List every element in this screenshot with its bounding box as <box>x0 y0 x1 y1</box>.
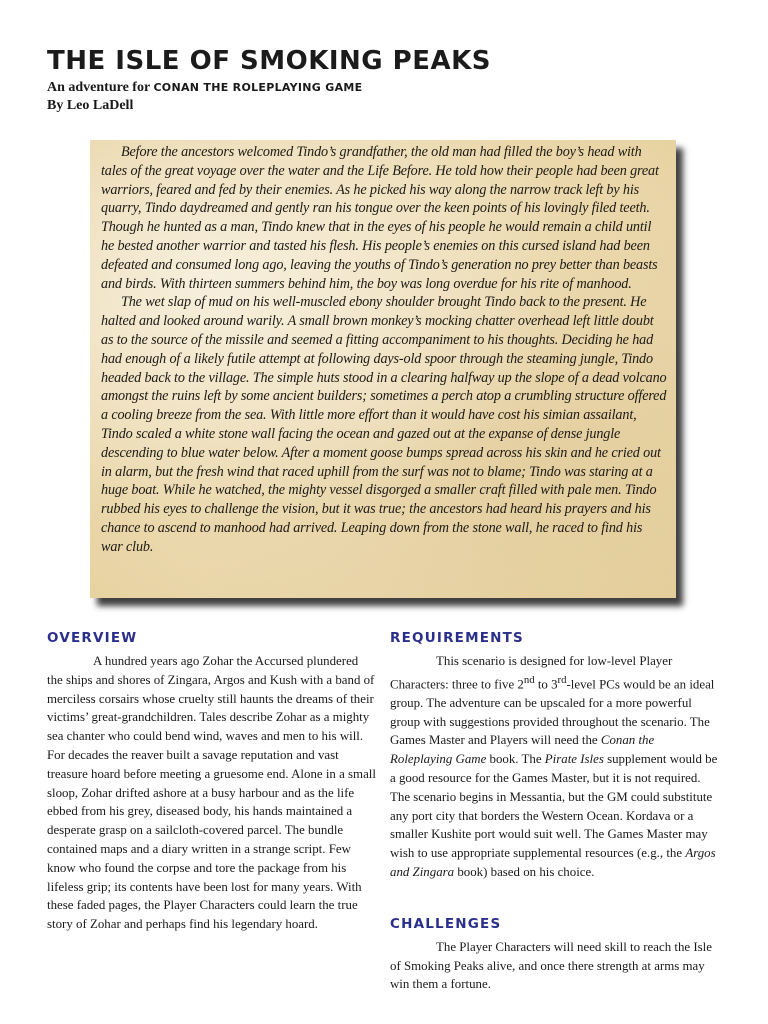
challenges-text: The Player Characters will need skill to reach the Isle of Smoking Peaks alive, and once there strength at arms may win them a fortune. <box>390 939 712 992</box>
left-column <box>47 630 377 934</box>
subtitle-prefix: An adventure for <box>47 80 154 95</box>
game-name: CONAN THE ROLEPLAYING GAME <box>153 81 363 94</box>
boxed-paragraph-1: Before the ancestors welcomed Tindo’s grandfather, the old man had filled the boy’s head with tales of the great voyage over the water and the Life Before. He told how their people had been great warriors, feared and fed by their enemies. As he picked his way along the narrow track left by his quarry, Tindo daydreamed and gently ran his tongue over the keen points of his lovingly filed teeth. Though he hunted as a man, Tindo knew that in the eyes of his people he would remain a child until he bested another warrior and tasted his flesh. His people’s enemies on this cursed island had been defeated and consumed long ago, leaving the youths of Tindo’s generation no prey better than beasts and birds. With thirteen summers behind him, the boy was long overdue for his rite of manhood. <box>101 144 659 292</box>
right-column <box>390 630 718 994</box>
book-title: Pirate Isles <box>544 752 604 767</box>
challenges-section <box>390 916 718 994</box>
boxed-read-aloud-text <box>90 140 676 598</box>
requirements-heading: REQUIREMENTS <box>390 630 524 646</box>
author: By Leo LaDell <box>47 98 134 113</box>
subtitle <box>47 79 362 97</box>
challenges-heading: CHALLENGES <box>390 915 502 932</box>
book-title: Conan the Roleplaying Game <box>390 733 655 767</box>
boxed-paragraph-2: The wet slap of mud on his well-muscled ebony shoulder brought Tindo back to the present. He halted and looked around warily. A small brown monkey’s mocking chatter overhead left little doubt as to the source of the missile and seemed a fitting accompaniment to his thoughts. Deciding he had had enough of a likely futile attempt at following days-old spoor through the steaming jungle, Tindo headed back to the village. The simple huts stood in a clearing halfway up the slope of a dead volcano amongst the ruins left by some ancient builders; sometimes a perch atop a crumbling structure offered a cooling breeze from the sea. With little more effort than it would have cost his simian assailant, Tindo scaled a white stone wall facing the ocean and gazed out at the expanse of dense jungle descending to blue water below. After a moment goose bumps spread across his skin and he cried out in alarm, but the fresh wind that raced uphill from the surf was not to blame; Tindo was staring at a huge boat. While he watched, the mighty vessel disgorged a smaller craft filled with pale men. Tindo rubbed his eyes to challenge the vision, but it was true; the ancestors had heard his prayers and his chance to ascend to manhood had arrived. Leaping down from the stone wall, he raced to find his war club. <box>101 294 667 555</box>
page-title: THE ISLE OF SMOKING PEAKS <box>47 46 491 76</box>
overview-text: A hundred years ago Zohar the Accursed plundered the ships and shores of Zingara, Argos and Kush with a band of merciless corsairs whose cruelty still haunts the dreams of their victims’ great-grandchildren. Tales describe Zohar as a mighty sea chanter who could bend wind, waves and men to his will. For decades the reaver built a savage reputation and vast treasure hoard before meeting a gruesome end. Alone in a small sloop, Zohar drifted ashore at a busy harbour and as the life ebbed from his grey, diseased body, his hands maintained a desperate grasp on a sailcloth-covered parcel. The bundle contained maps and a diary written in a strange script. Few know who found the corpse and tore the package from his lifeless grip; its contents have been lost for many years. With these faded pages, the Player Characters could learn the true story of Zohar and perhaps find his legendary hoard. <box>47 654 376 932</box>
book-title: Argos and Zingara <box>390 846 716 880</box>
byline <box>47 79 362 115</box>
overview-heading: OVERVIEW <box>47 630 138 646</box>
requirements-text: This scenario is designed for low-level Player Characters: three to five 2nd to 3rd-level PCs would be an ideal group. The adventure can be upscaled for a more powerful group with suggestions provided throughout the scenario. The Games Master and Players will need the Conan the Roleplaying Game book. The Pirate Isles supplement would be a good resource for the Games Master, but it is not required. The scenario begins in Messantia, but the GM could substitute any port city that borders the Western Ocean. Kordava or a smaller Kushite port would suit well. The Games Master may wish to use appropriate supplemental resources (e.g., the Argos and Zingara book) based on his choice. <box>390 654 718 880</box>
